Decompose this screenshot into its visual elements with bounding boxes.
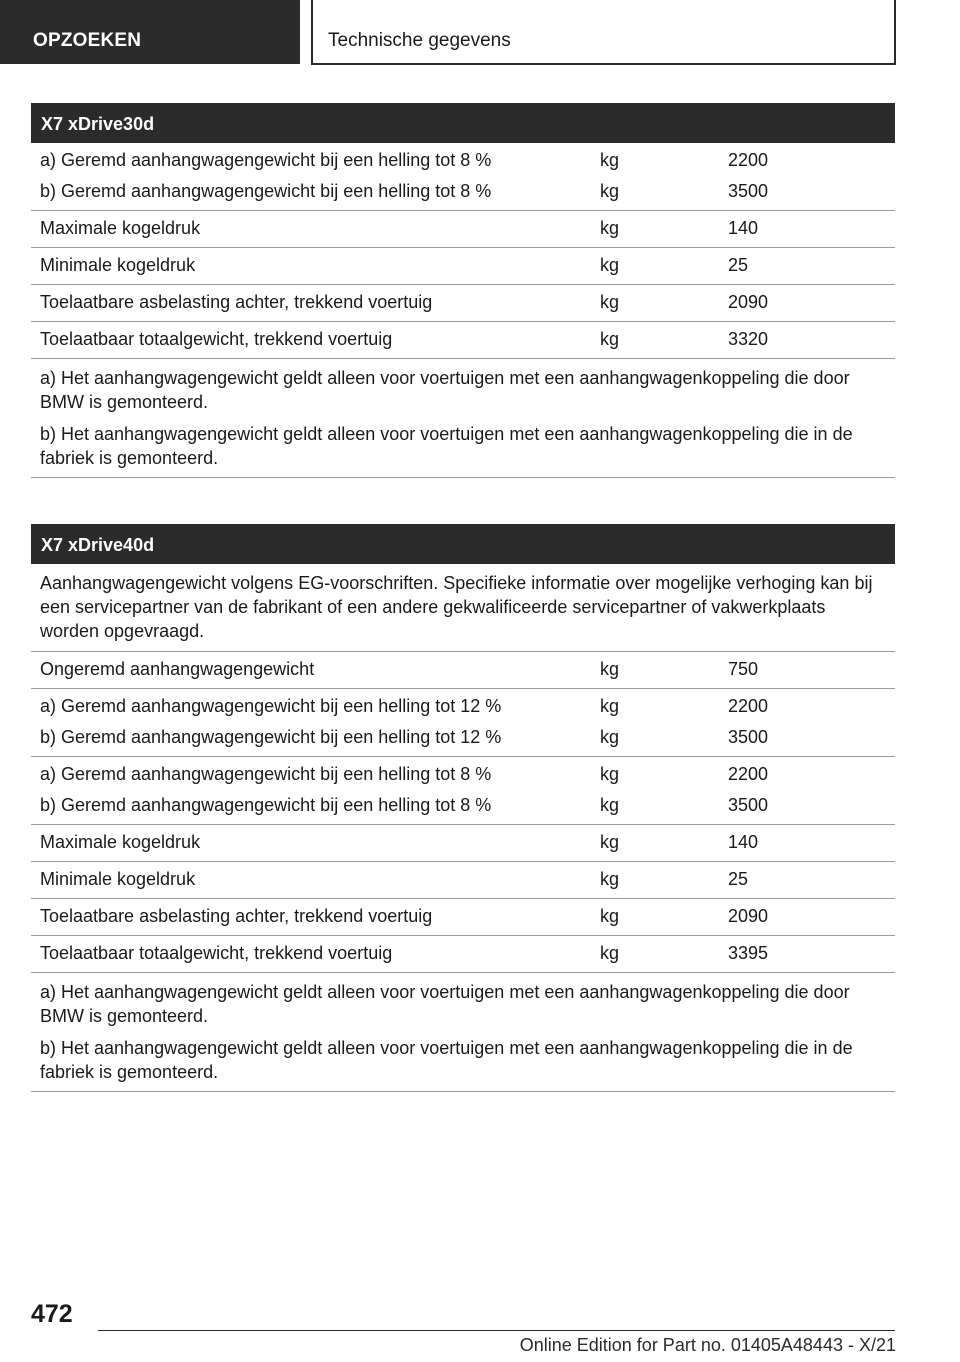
row-value: 3500	[728, 181, 769, 201]
footnote: b) Het aanhangwagengewicht geldt alleen voor voertuigen met een aanhangwagenkoppeling die in de fabriek is gemonteerd.	[40, 1038, 853, 1082]
row-label: Toelaatbare asbelasting achter, trekkend voertuig	[40, 292, 433, 312]
footnote: a) Het aanhangwagengewicht geldt alleen voor voertuigen met een aanhangwagenkoppeling die door BMW is gemonteerd.	[40, 368, 850, 412]
row-label-cell	[40, 324, 600, 355]
table-row	[31, 211, 895, 248]
table-row	[31, 322, 895, 359]
footnote: a) Het aanhangwagengewicht geldt alleen voor voertuigen met een aanhangwagenkoppeling die door BMW is gemonteerd.	[40, 982, 850, 1026]
row-label: Maximale kogeldruk	[40, 218, 201, 238]
row-label-cell	[40, 938, 600, 969]
row-unit: kg	[600, 906, 620, 926]
row-unit-cell	[600, 864, 728, 895]
row-value-cell	[728, 145, 895, 207]
row-label: b) Geremd aanhangwagengewicht bij een helling tot 12 %	[40, 727, 502, 747]
row-label: a) Geremd aanhangwagengewicht bij een helling tot 8 %	[40, 764, 492, 784]
section-intro: Aanhangwagengewicht volgens EG-voorschriften. Specifieke informatie over mogelijke verhoging kan bij een servicepartner van de fabrikant of een andere gekwalificeerde servicepartner of vakwerkplaats worden opgevraagd.	[31, 564, 895, 652]
row-value: 3395	[728, 943, 769, 963]
row-unit-cell	[600, 691, 728, 753]
row-value: 2090	[728, 906, 769, 926]
row-label-cell	[40, 901, 600, 932]
row-label-cell	[40, 145, 600, 207]
row-label: Toelaatbaar totaalgewicht, trekkend voertuig	[40, 943, 393, 963]
row-unit-cell	[600, 654, 728, 685]
row-label-cell	[40, 864, 600, 895]
row-label: Maximale kogeldruk	[40, 832, 201, 852]
row-unit: kg	[600, 181, 620, 201]
row-value: 25	[728, 255, 749, 275]
row-unit: kg	[600, 329, 620, 349]
row-label-cell	[40, 654, 600, 685]
header-section-title: Technische gegevens	[311, 0, 896, 65]
row-unit: kg	[600, 292, 620, 312]
row-label-cell	[40, 250, 600, 281]
row-value: 750	[728, 659, 759, 679]
row-value-cell	[728, 324, 895, 355]
row-label: Toelaatbare asbelasting achter, trekkend voertuig	[40, 906, 433, 926]
footnotes	[31, 359, 895, 478]
row-unit: kg	[600, 255, 620, 275]
row-value: 3500	[728, 795, 769, 815]
row-value-cell	[728, 759, 895, 821]
row-unit: kg	[600, 943, 620, 963]
row-value: 2200	[728, 764, 769, 784]
footnotes	[31, 973, 895, 1092]
footnote: b) Het aanhangwagengewicht geldt alleen voor voertuigen met een aanhangwagenkoppeling die in de fabriek is gemonteerd.	[40, 424, 853, 468]
footer-edition: Online Edition for Part no. 01405A48443 - X/21	[519, 1335, 896, 1355]
table-row	[31, 689, 895, 757]
row-label: Ongeremd aanhangwagengewicht	[40, 659, 315, 679]
header-tab: OPZOEKEN	[0, 0, 300, 64]
table-row	[31, 285, 895, 322]
row-unit-cell	[600, 145, 728, 207]
row-value: 140	[728, 218, 759, 238]
row-label: a) Geremd aanhangwagengewicht bij een helling tot 12 %	[40, 696, 502, 716]
section-x7-xdrive30d	[31, 103, 895, 478]
row-value: 2090	[728, 292, 769, 312]
row-unit: kg	[600, 727, 620, 747]
row-value-cell	[728, 654, 895, 685]
row-value: 2200	[728, 150, 769, 170]
row-unit-cell	[600, 759, 728, 821]
row-value-cell	[728, 287, 895, 318]
row-value: 3320	[728, 329, 769, 349]
row-unit: kg	[600, 764, 620, 784]
row-unit: kg	[600, 869, 620, 889]
row-value-cell	[728, 864, 895, 895]
row-value-cell	[728, 691, 895, 753]
row-label-cell	[40, 691, 600, 753]
row-value: 3500	[728, 727, 769, 747]
section-heading: X7 xDrive40d	[31, 524, 895, 564]
row-label: Minimale kogeldruk	[40, 869, 196, 889]
row-unit-cell	[600, 213, 728, 244]
table-row	[31, 899, 895, 936]
section-x7-xdrive40d	[31, 524, 895, 1092]
row-unit-cell	[600, 287, 728, 318]
row-label: Toelaatbaar totaalgewicht, trekkend voertuig	[40, 329, 393, 349]
row-unit-cell	[600, 250, 728, 281]
row-label-cell	[40, 287, 600, 318]
row-unit-cell	[600, 324, 728, 355]
row-value: 2200	[728, 696, 769, 716]
row-unit: kg	[600, 218, 620, 238]
row-label: b) Geremd aanhangwagengewicht bij een helling tot 8 %	[40, 795, 492, 815]
row-value-cell	[728, 213, 895, 244]
table-row	[31, 248, 895, 285]
table-row	[31, 825, 895, 862]
row-unit: kg	[600, 696, 620, 716]
section-heading: X7 xDrive30d	[31, 103, 895, 143]
table-row	[31, 936, 895, 973]
row-unit: kg	[600, 795, 620, 815]
row-value-cell	[728, 938, 895, 969]
row-label: a) Geremd aanhangwagengewicht bij een helling tot 8 %	[40, 150, 492, 170]
row-label-cell	[40, 213, 600, 244]
table-row	[31, 143, 895, 211]
row-label: Minimale kogeldruk	[40, 255, 196, 275]
row-value-cell	[728, 250, 895, 281]
row-unit: kg	[600, 659, 620, 679]
row-value: 140	[728, 832, 759, 852]
row-unit-cell	[600, 901, 728, 932]
row-unit: kg	[600, 150, 620, 170]
row-label: b) Geremd aanhangwagengewicht bij een helling tot 8 %	[40, 181, 492, 201]
row-value-cell	[728, 901, 895, 932]
row-label-cell	[40, 759, 600, 821]
table-row	[31, 652, 895, 689]
row-value-cell	[728, 827, 895, 858]
footer-divider	[98, 1330, 895, 1331]
table-row	[31, 862, 895, 899]
table-row	[31, 757, 895, 825]
row-unit-cell	[600, 827, 728, 858]
row-unit-cell	[600, 938, 728, 969]
row-unit: kg	[600, 832, 620, 852]
page-number: 472	[31, 1300, 73, 1328]
row-value: 25	[728, 869, 749, 889]
row-label-cell	[40, 827, 600, 858]
